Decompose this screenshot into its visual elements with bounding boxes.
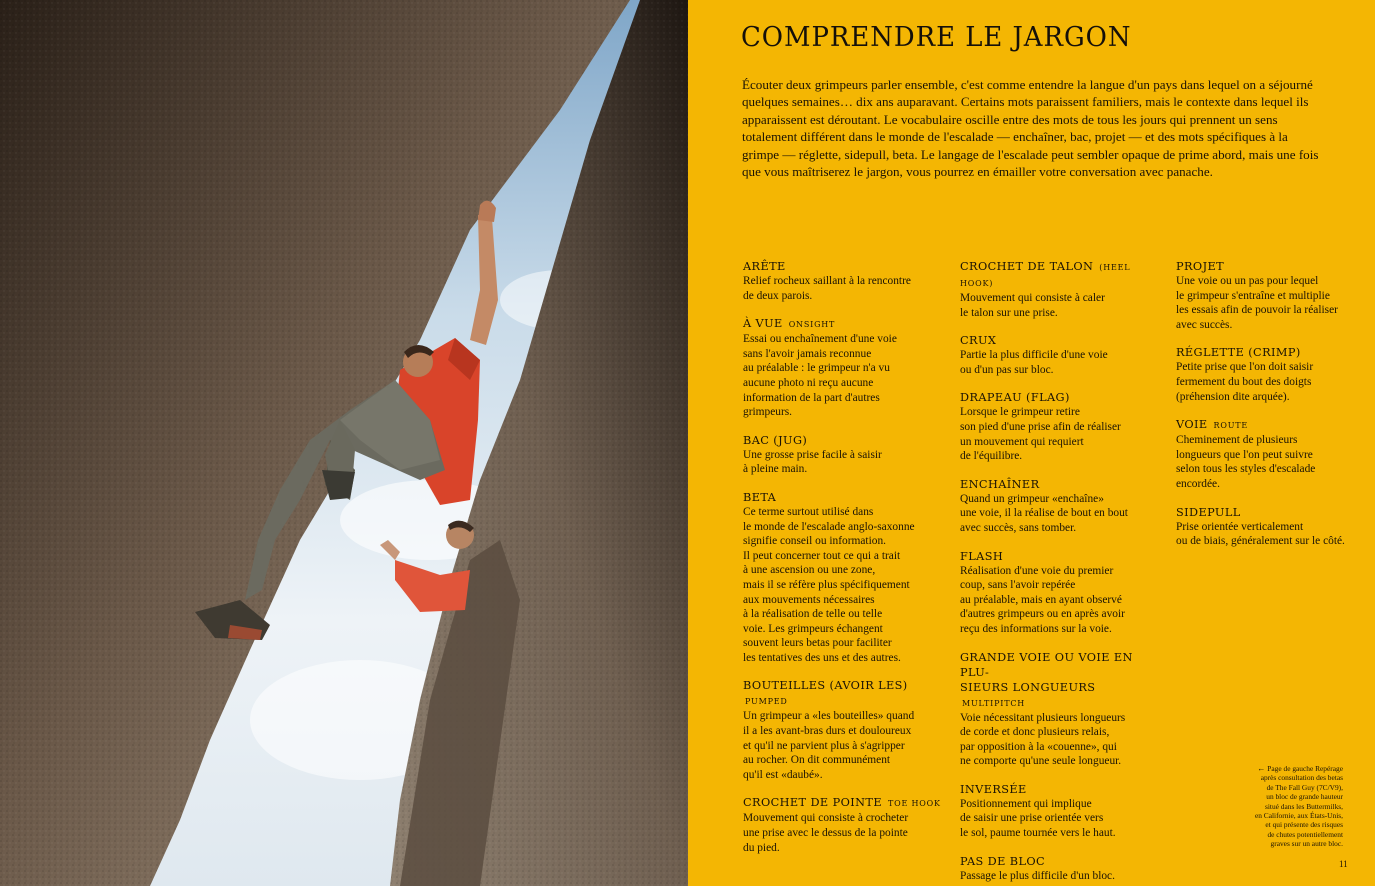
page-title: COMPRENDRE LE JARGON <box>741 22 1132 53</box>
glossary-term <box>743 795 953 811</box>
glossary-definition: Relief rocheux saillant à la rencontre de deux parois. <box>743 275 911 302</box>
photo-caption <box>1208 764 1343 849</box>
glossary-term <box>1176 345 1366 360</box>
term-label: INVERSÉE <box>960 782 1027 796</box>
glossary-term <box>960 782 1160 797</box>
glossary-term <box>960 390 1160 405</box>
glossary-term <box>743 678 953 709</box>
glossary-term <box>960 477 1160 492</box>
glossary-entry <box>960 549 1160 637</box>
glossary-definition: Mouvement qui consiste à caler le talon sur une prise. <box>960 292 1105 319</box>
glossary-term <box>960 650 1160 711</box>
page-number: 11 <box>1339 859 1348 869</box>
glossary-entry <box>960 259 1160 320</box>
glossary-entry <box>743 678 953 782</box>
glossary-entry <box>960 477 1160 536</box>
term-label: DRAPEAU (FLAG) <box>960 391 1070 405</box>
glossary-term <box>960 549 1160 564</box>
glossary-term <box>743 490 953 505</box>
glossary-entry <box>743 490 953 666</box>
term-english-tag: ONSIGHT <box>788 320 836 330</box>
glossary-definition: Mouvement qui consiste à crocheter une prise avec le dessus de la pointe du pied. <box>743 812 909 854</box>
term-label: VOIE <box>1176 418 1208 432</box>
glossary-term <box>960 854 1160 869</box>
glossary-column-3 <box>1176 259 1366 549</box>
glossary-entry <box>743 433 953 477</box>
glossary-definition: Une voie ou un pas pour lequel le grimpeur s'entraîne et multiplie les essais afin de pouvoir la réaliser avec succès. <box>1176 275 1338 331</box>
term-label: CROCHET DE TALON <box>960 260 1094 273</box>
glossary-entry <box>960 650 1160 769</box>
left-arrow-icon: ← <box>1257 764 1266 773</box>
term-label: ARÊTE <box>743 260 786 273</box>
term-english-tag: TOE HOOK <box>887 799 941 809</box>
term-label: GRANDE VOIE OU VOIE EN PLU- SIEURS LONGUEURS <box>960 650 1133 694</box>
term-label: PROJET <box>1176 260 1225 273</box>
glossary-entry <box>1176 505 1366 549</box>
glossary-term <box>743 259 953 274</box>
term-label: SIDEPULL <box>1176 505 1241 519</box>
glossary-definition: Prise orientée verticalement ou de biais, généralement sur le côté. <box>1176 520 1345 548</box>
term-label: BAC (JUG) <box>743 433 808 447</box>
glossary-term <box>1176 417 1366 433</box>
glossary-column-2 <box>960 259 1160 883</box>
intro-paragraph: Écouter deux grimpeurs parler ensemble, c'est comme entendre la langue d'un pays dans lequel on a séjourné quelques semaines… dix ans auparavant. Certains mots paraissent familiers, mais le contexte dans lequel ils apparaissent est déroutant. Le vocabulaire oscille entre des mots de tous les jours qui prennent un sens totalement différent dans le monde de l'escalade — enchaîner, bac, projet — et des mots spécifiques à la grimpe — réglette, sidepull, beta. Le langage de l'escalade peut sembler opaque de prime abord, mais une fois que vous maîtriserez le jargon, vous pourrez en émailler votre conversation avec panache. <box>742 77 1319 180</box>
caption-text: Page de gauche Repérage après consultation des betas de The Fall Guy (7C/V9), un bloc de grande hauteur situé dans les Buttermilks, en Californie, aux États-Unis, et qui présente des risques de chutes potentiellement graves sur un autre bloc. <box>1254 764 1343 849</box>
term-english-tag: MULTIPITCH <box>962 698 1026 708</box>
term-label: BETA <box>743 490 777 504</box>
glossary-term <box>960 333 1160 348</box>
glossary-definition: Voie nécessitant plusieurs longueurs de corde et donc plusieurs relais, par opposition à la «couenne», qui ne comporte qu'une seule longueur. <box>960 711 1126 768</box>
term-label: CROCHET DE POINTE <box>743 796 882 810</box>
glossary-definition: Réalisation d'une voie du premier coup, sans l'avoir repérée au préalable, mais en ayant observé d'autres grimpeurs ou en après avoir reçu des informations sur la voie. <box>960 564 1125 635</box>
glossary-definition: Une grosse prise facile à saisir à pleine main. <box>743 448 882 476</box>
glossary-term <box>1176 259 1366 274</box>
glossary-term <box>743 433 953 448</box>
term-label: RÉGLETTE (CRIMP) <box>1176 346 1301 360</box>
glossary-entry <box>960 854 1160 884</box>
glossary-entry <box>960 782 1160 841</box>
glossary-definition: Quand un grimpeur «enchaîne» une voie, il la réalise de bout en bout avec succès, sans tomber. <box>960 492 1128 534</box>
glossary-definition: Positionnement qui implique de saisir une prise orientée vers le sol, paume tournée vers le haut. <box>960 797 1116 840</box>
text-page <box>688 0 1375 886</box>
glossary-definition: Partie la plus difficile d'une voie ou d'un pas sur bloc. <box>960 349 1108 376</box>
glossary-definition: Passage le plus difficile d'un bloc. <box>960 869 1115 882</box>
term-label: BOUTEILLES (AVOIR LES) <box>743 679 908 693</box>
term-english-tag: (HEEL HOOK) <box>960 263 1131 288</box>
glossary-entry <box>1176 259 1366 332</box>
glossary-entry <box>743 795 953 855</box>
term-label: À VUE <box>743 317 783 331</box>
glossary-definition: Petite prise que l'on doit saisir fermement du bout des doigts (préhension dite arquée). <box>1176 361 1314 403</box>
term-label: PAS DE BLOC <box>960 854 1046 868</box>
term-english-tag: ROUTE <box>1213 421 1249 431</box>
glossary-term <box>960 259 1160 291</box>
glossary-definition: Un grimpeur a «les bouteilles» quand il a les avant-bras durs et douloureux et qu'il ne parvient plus à s'agripper au rocher. On dit communément qu'il est «daubé». <box>743 710 915 781</box>
glossary-entry <box>960 390 1160 463</box>
term-english-tag: PUMPED <box>745 697 788 707</box>
glossary-entry <box>1176 417 1366 491</box>
glossary-term <box>743 316 953 332</box>
glossary-definition: Cheminement de plusieurs longueurs que l'on peut suivre selon tous les styles d'escalade encordée. <box>1176 434 1316 490</box>
glossary-column-1 <box>743 259 953 855</box>
glossary-entry <box>960 333 1160 377</box>
glossary-definition: Ce terme surtout utilisé dans le monde de l'escalade anglo-saxonne signifie conseil ou information. Il peut concerner tout ce qui a trait à une ascension ou une zone, mais il se réfère plus spécifiquement aux mouvements nécessaires à la réalisation de telle ou telle voie. Les grimpeurs échangent souvent leurs betas pour faciliter les tentatives des uns et des autres. <box>743 505 915 664</box>
glossary-entry <box>743 316 953 420</box>
glossary-definition: Lorsque le grimpeur retire son pied d'une prise afin de réaliser un mouvement qui requiert de l'équilibre. <box>960 406 1121 463</box>
glossary-definition: Essai ou enchaînement d'une voie sans l'avoir jamais reconnue au préalable : le grimpeur n'a vu aucune photo ni reçu aucune information de la part d'autres grimpeurs. <box>743 333 897 419</box>
term-label: ENCHAÎNER <box>960 477 1040 491</box>
term-label: FLASH <box>960 549 1004 563</box>
term-label: CRUX <box>960 334 997 348</box>
glossary-term <box>1176 505 1366 520</box>
glossary-entry <box>1176 345 1366 404</box>
glossary-entry <box>743 259 953 303</box>
